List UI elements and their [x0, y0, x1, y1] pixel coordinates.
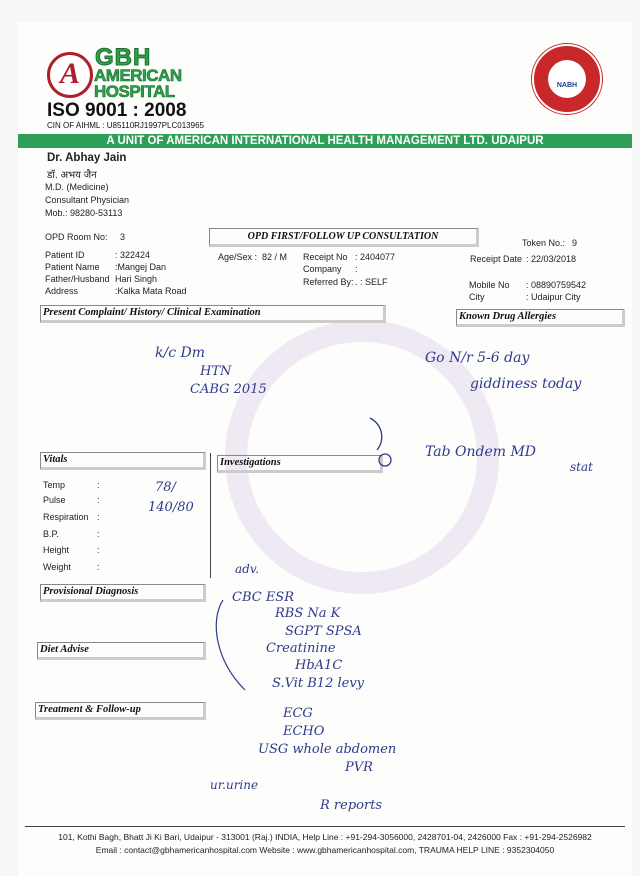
father-label: Father/Husband [45, 274, 110, 284]
hand-inv-12: R reports [320, 798, 383, 813]
hand-right-2: giddiness today [470, 376, 582, 392]
mobile-label: Mobile No [469, 280, 510, 290]
hand-inv-11: ur.urine [210, 778, 259, 792]
company-label: Company [303, 264, 342, 274]
cin-number: CIN OF AIHML : U85110RJ1997PLC013965 [47, 121, 204, 130]
hand-complaint-2: HTN [200, 364, 232, 379]
company-value: : [355, 264, 358, 274]
vital-colon: : [97, 529, 100, 539]
hand-inv-4: Creatinine [266, 641, 336, 656]
handwritten-marks [205, 410, 435, 710]
nabh-seal [532, 44, 602, 114]
hand-bp: 140/80 [148, 500, 194, 515]
doctor-mobile: Mob.: 98280-53113 [45, 208, 123, 218]
receipt-date-value: : 22/03/2018 [526, 254, 577, 264]
footer-address: 101, Kothi Bagh, Bhatt Ji Ki Bari, Udaipur - 313001 (Raj.) INDIA, Help Line : +91-294-3056000, 2428701-04, 2426000 Fax : +91-294-2526982 [58, 832, 592, 842]
age-sex-value: 82 / M [262, 252, 288, 262]
address-value: :Kalka Mata Road [115, 286, 187, 296]
hand-inv-2: RBS Na K [275, 606, 341, 621]
patient-name-label: Patient Name [45, 262, 100, 272]
nabh-seal-center [548, 60, 586, 98]
doctor-name-hindi: डॉ. अभय जैन [47, 170, 97, 181]
vital-height-label: Height [43, 545, 70, 555]
nabh-label: NABH [556, 82, 578, 89]
hand-inv-5: HbA1C [295, 658, 343, 673]
hand-complaint-1: k/c Dm [155, 345, 205, 361]
hand-complaint-3: CABG 2015 [190, 382, 267, 397]
vital-colon: : [97, 545, 100, 555]
hand-arrow [370, 418, 382, 450]
mobile-value: : 08890759542 [526, 280, 587, 290]
diagnosis-section-header: Provisional Diagnosis [40, 584, 206, 602]
hand-inv-8: ECHO [283, 724, 325, 739]
vital-weight-label: Weight [43, 562, 71, 572]
age-sex-label: Age/Sex : [218, 252, 258, 262]
hand-inv-7: ECG [283, 706, 313, 721]
receipt-no-label: Receipt No [303, 252, 348, 262]
brand-american: AMERICAN [94, 66, 182, 85]
vital-colon: : [97, 512, 100, 522]
patient-name-value: :Mangej Dan [115, 262, 167, 272]
vital-colon: : [97, 495, 100, 505]
opd-room-value: 3 [120, 232, 126, 242]
patient-id-label: Patient ID [45, 250, 85, 260]
vital-respiration-label: Respiration [43, 512, 89, 522]
hand-inv-10: PVR [345, 760, 373, 775]
diet-section-header: Diet Advise [37, 642, 206, 660]
complaint-section-header: Present Complaint/ History/ Clinical Examination [40, 305, 386, 323]
receipt-date-label: Receipt Date [470, 254, 523, 264]
address-label: Address [45, 286, 79, 296]
doctor-degree: M.D. (Medicine) [45, 182, 109, 192]
iso-certification: ISO 9001 : 2008 [47, 100, 187, 121]
hand-adv: adv. [235, 562, 260, 576]
receipt-no-value: : 2404077 [355, 252, 396, 262]
token-label: Token No.: [522, 238, 566, 248]
hand-inv-9: USG whole abdomen [258, 742, 397, 757]
hand-inv-6: S.Vit B12 levy [272, 676, 365, 691]
hand-right-3: Tab Ondem MD [425, 444, 537, 460]
vital-pulse-label: Pulse [43, 495, 66, 505]
patient-id-value: : 322424 [115, 250, 151, 260]
doctor-title: Consultant Physician [45, 195, 130, 205]
hand-pulse: 78/ [155, 480, 176, 495]
vitals-section-header: Vitals [40, 452, 206, 470]
city-label: City [469, 292, 485, 302]
father-value: Hari Singh [115, 274, 158, 284]
opd-room-label: OPD Room No: [45, 232, 108, 242]
city-value: : Udaipur City [526, 292, 581, 302]
brand-hospital: HOSPITAL [94, 82, 175, 101]
form-title: OPD FIRST/FOLLOW UP CONSULTATION [209, 228, 479, 247]
vital-colon: : [97, 562, 100, 572]
hand-inv-3: SGPT SPSA [285, 624, 362, 639]
logo-letter: A [60, 57, 81, 90]
footer-contact: Email : contact@gbhamericanhospital.com Website : www.gbhamericanhospital.com, TRAUMA HELP LINE : 9352304050 [95, 845, 555, 855]
allergies-section-header: Known Drug Allergies [456, 309, 625, 327]
hospital-logo [47, 52, 93, 98]
hand-circle [379, 454, 391, 466]
vital-temp-label: Temp [43, 480, 66, 490]
treatment-section-header: Treatment & Follow-up [35, 702, 206, 720]
hand-right-4: stat [570, 460, 593, 474]
referred-value: . : SELF [355, 277, 388, 287]
vital-bp-label: B.P. [43, 529, 59, 539]
footer-divider [25, 826, 625, 827]
referred-label: Referred By: [303, 277, 354, 287]
hand-bracket [216, 600, 245, 690]
token-value: 9 [572, 238, 578, 248]
brand-gbh: GBH [95, 44, 152, 71]
unit-banner: A UNIT OF AMERICAN INTERNATIONAL HEALTH MANAGEMENT LTD. UDAIPUR [18, 134, 632, 148]
doctor-name: Dr. Abhay Jain [47, 152, 127, 164]
vital-colon: : [97, 480, 100, 490]
hand-right-1: Go N/r 5-6 day [425, 350, 530, 366]
investigations-section-header: Investigations [217, 455, 383, 473]
hand-inv-1: CBC ESR [232, 590, 295, 605]
